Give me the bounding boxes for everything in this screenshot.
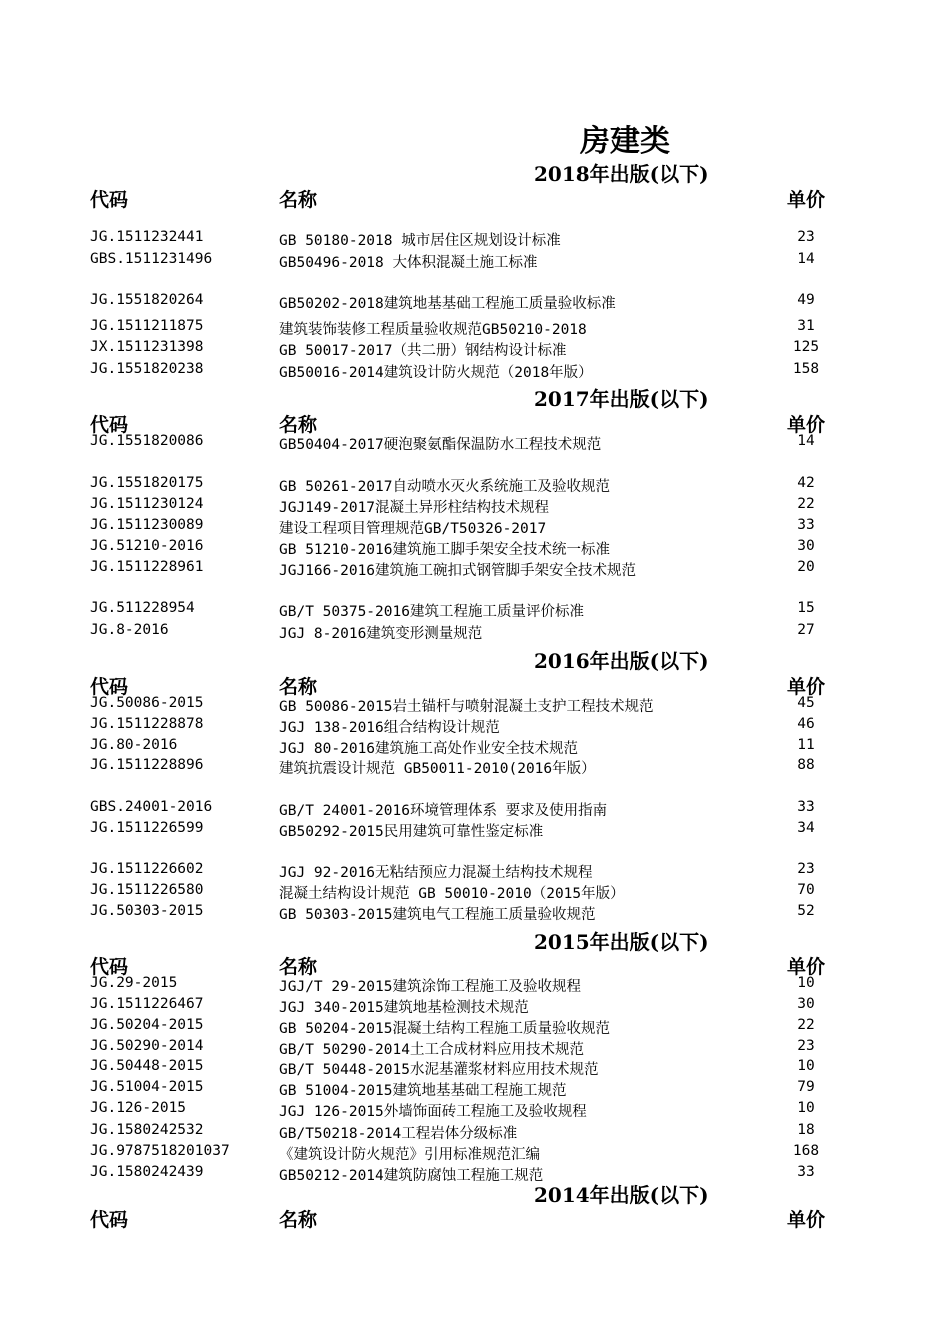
table-row (0, 1122, 950, 1142)
row-name: GB50292-2015民用建筑可靠性鉴定标准 (279, 824, 544, 840)
table-row (0, 1164, 950, 1184)
row-price: 42 (797, 475, 815, 491)
row-code: JG.126-2015 (90, 1100, 187, 1116)
row-price: 33 (797, 1164, 815, 1180)
row-code: GBS.24001-2016 (90, 799, 213, 815)
section-year-title: 2016年出版(以下) (534, 649, 709, 673)
row-price: 30 (797, 538, 815, 554)
row-code: JG.80-2016 (90, 737, 178, 753)
row-name: GB 50303-2015建筑电气工程施工质量验收规范 (279, 907, 596, 923)
column-header-price: 单价 (787, 414, 826, 436)
row-code: JG.29-2015 (90, 975, 178, 991)
row-price: 23 (797, 1038, 815, 1054)
column-header-code: 代码 (90, 1209, 129, 1231)
row-name: GB 50086-2015岩土锚杆与喷射混凝土支护工程技术规范 (279, 699, 654, 715)
table-row (0, 996, 950, 1016)
row-price: 27 (797, 622, 815, 638)
row-name: JGJ 340-2015建筑地基检测技术规范 (279, 1000, 529, 1016)
table-row (0, 517, 950, 537)
section-year-title: 2015年出版(以下) (534, 930, 709, 954)
row-price: 125 (792, 339, 820, 355)
row-price: 10 (797, 975, 815, 991)
table-row (0, 229, 950, 249)
row-name: GB/T 50375-2016建筑工程施工质量评价标准 (279, 604, 584, 620)
row-code: GBS.1511231496 (90, 251, 213, 267)
row-price: 10 (797, 1058, 815, 1074)
row-price: 79 (797, 1079, 815, 1095)
row-price: 10 (797, 1100, 815, 1116)
row-price: 14 (797, 251, 815, 267)
row-price: 23 (797, 861, 815, 877)
row-name: GB 50017-2017（共二册）钢结构设计标准 (279, 343, 567, 359)
row-code: JG.1511211875 (90, 318, 204, 334)
table-row (0, 737, 950, 757)
column-header-price: 单价 (787, 1209, 826, 1231)
row-code: JG.511228954 (90, 600, 195, 616)
row-name: GB 50261-2017自动喷水灭火系统施工及验收规范 (279, 479, 610, 495)
column-header-code: 代码 (90, 956, 129, 978)
row-code: JG.1511228961 (90, 559, 204, 575)
row-price: 45 (797, 695, 815, 711)
section-year-title: 2014年出版(以下) (534, 1183, 709, 1207)
row-name: GB 51004-2015建筑地基基础工程施工规范 (279, 1083, 567, 1099)
row-name: JGJ 92-2016无粘结预应力混凝土结构技术规程 (279, 865, 593, 881)
row-name: JGJ 126-2015外墙饰面砖工程施工及验收规程 (279, 1104, 587, 1120)
table-row (0, 622, 950, 642)
table-row (0, 1038, 950, 1058)
row-name: JGJ166-2016建筑施工碗扣式钢管脚手架安全技术规范 (279, 563, 637, 579)
column-header-name: 名称 (279, 189, 318, 211)
table-row (0, 559, 950, 579)
column-header-name: 名称 (279, 956, 318, 978)
row-code: JG.1511226467 (90, 996, 204, 1012)
row-name: 建筑装饰装修工程质量验收规范GB50210-2018 (279, 322, 587, 338)
row-price: 31 (797, 318, 815, 334)
row-name: 建设工程项目管理规范GB/T50326-2017 (279, 521, 547, 537)
row-price: 52 (797, 903, 815, 919)
table-row (0, 757, 950, 777)
column-header-name: 名称 (279, 414, 318, 436)
row-code: JG.1511232441 (90, 229, 204, 245)
row-code: JG.1580242439 (90, 1164, 204, 1180)
row-code: JG.51004-2015 (90, 1079, 204, 1095)
row-name: GB50404-2017硬泡聚氨酯保温防水工程技术规范 (279, 437, 602, 453)
table-row (0, 1058, 950, 1078)
row-name: GB/T 50448-2015水泥基灌浆材料应用技术规范 (279, 1062, 599, 1078)
row-name: GB 50204-2015混凝土结构工程施工质量验收规范 (279, 1021, 610, 1037)
table-row (0, 716, 950, 736)
table-row (0, 433, 950, 453)
table-row (0, 292, 950, 312)
table-row (0, 600, 950, 620)
row-code: JG.1511226602 (90, 861, 204, 877)
row-name: JGJ 138-2016组合结构设计规范 (279, 720, 500, 736)
table-row (0, 799, 950, 819)
row-code: JG.8-2016 (90, 622, 169, 638)
row-name: JGJ149-2017混凝土异形柱结构技术规程 (279, 500, 550, 516)
row-name: 建筑抗震设计规范 GB50011-2010(2016年版） (279, 761, 596, 777)
table-row (0, 318, 950, 338)
row-code: JG.1551820086 (90, 433, 204, 449)
row-price: 46 (797, 716, 815, 732)
row-name: JGJ 80-2016建筑施工高处作业安全技术规范 (279, 741, 579, 757)
row-price: 15 (797, 600, 815, 616)
table-row (0, 882, 950, 902)
row-name: GB50016-2014建筑设计防火规范（2018年版） (279, 365, 593, 381)
row-price: 22 (797, 1017, 815, 1033)
row-code: JG.1511230124 (90, 496, 204, 512)
row-price: 30 (797, 996, 815, 1012)
table-row (0, 1100, 950, 1120)
row-price: 70 (797, 882, 815, 898)
row-code: JG.1511228878 (90, 716, 204, 732)
table-row (0, 361, 950, 381)
row-price: 18 (797, 1122, 815, 1138)
row-code: JG.1511230089 (90, 517, 204, 533)
table-row (0, 975, 950, 995)
row-code: JG.1511226580 (90, 882, 204, 898)
row-code: JG.9787518201037 (90, 1143, 230, 1159)
column-header-code: 代码 (90, 414, 129, 436)
row-code: JG.1551820264 (90, 292, 204, 308)
column-header-price: 单价 (787, 956, 826, 978)
row-code: JG.1551820238 (90, 361, 204, 377)
table-row (0, 861, 950, 881)
section-year-title: 2017年出版(以下) (534, 387, 709, 411)
table-row (0, 496, 950, 516)
column-header-name: 名称 (279, 1209, 318, 1231)
row-name: GB50212-2014建筑防腐蚀工程施工规范 (279, 1168, 544, 1184)
column-header-price: 单价 (787, 676, 826, 698)
row-code: JG.51210-2016 (90, 538, 204, 554)
table-row (0, 538, 950, 558)
page-title: 房建类 (580, 124, 670, 159)
row-price: 22 (797, 496, 815, 512)
row-code: JG.1511228896 (90, 757, 204, 773)
row-price: 168 (792, 1143, 820, 1159)
table-row (0, 903, 950, 923)
row-name: 混凝土结构设计规范 GB 50010-2010（2015年版） (279, 886, 625, 902)
table-row (0, 475, 950, 495)
row-price: 34 (797, 820, 815, 836)
table-row (0, 820, 950, 840)
row-name: GB 50180-2018 城市居住区规划设计标准 (279, 233, 561, 249)
column-header-code: 代码 (90, 676, 129, 698)
table-row (0, 251, 950, 271)
row-price: 23 (797, 229, 815, 245)
section-year-title: 2018年出版(以下) (534, 162, 709, 186)
row-name: GB50496-2018 大体积混凝土施工标准 (279, 255, 538, 271)
table-row (0, 1079, 950, 1099)
row-name: GB/T 24001-2016环境管理体系 要求及使用指南 (279, 803, 608, 819)
row-name: 《建筑设计防火规范》引用标准规范汇编 (279, 1147, 540, 1163)
row-name: JGJ 8-2016建筑变形测量规范 (279, 626, 483, 642)
row-code: JG.50303-2015 (90, 903, 204, 919)
row-price: 33 (797, 517, 815, 533)
row-name: GB50202-2018建筑地基基础工程施工质量验收标准 (279, 296, 616, 312)
row-name: GB/T 50290-2014土工合成材料应用技术规范 (279, 1042, 584, 1058)
row-name: GB/T50218-2014工程岩体分级标准 (279, 1126, 518, 1142)
row-price: 158 (792, 361, 820, 377)
row-price: 11 (797, 737, 815, 753)
row-code: JG.1551820175 (90, 475, 204, 491)
row-code: JG.1511226599 (90, 820, 204, 836)
row-price: 33 (797, 799, 815, 815)
table-row (0, 339, 950, 359)
table-row (0, 1143, 950, 1163)
column-header-code: 代码 (90, 189, 129, 211)
column-header-name: 名称 (279, 676, 318, 698)
row-code: JG.1580242532 (90, 1122, 204, 1138)
row-price: 20 (797, 559, 815, 575)
column-header-price: 单价 (787, 189, 826, 211)
row-code: JG.50290-2014 (90, 1038, 204, 1054)
row-code: JG.50086-2015 (90, 695, 204, 711)
row-price: 14 (797, 433, 815, 449)
row-code: JX.1511231398 (90, 339, 204, 355)
row-name: GB 51210-2016建筑施工脚手架安全技术统一标准 (279, 542, 610, 558)
row-code: JG.50204-2015 (90, 1017, 204, 1033)
table-row (0, 695, 950, 715)
row-code: JG.50448-2015 (90, 1058, 204, 1074)
row-price: 88 (797, 757, 815, 773)
table-row (0, 1017, 950, 1037)
row-name: JGJ/T 29-2015建筑涂饰工程施工及验收规程 (279, 979, 581, 995)
row-price: 49 (797, 292, 815, 308)
